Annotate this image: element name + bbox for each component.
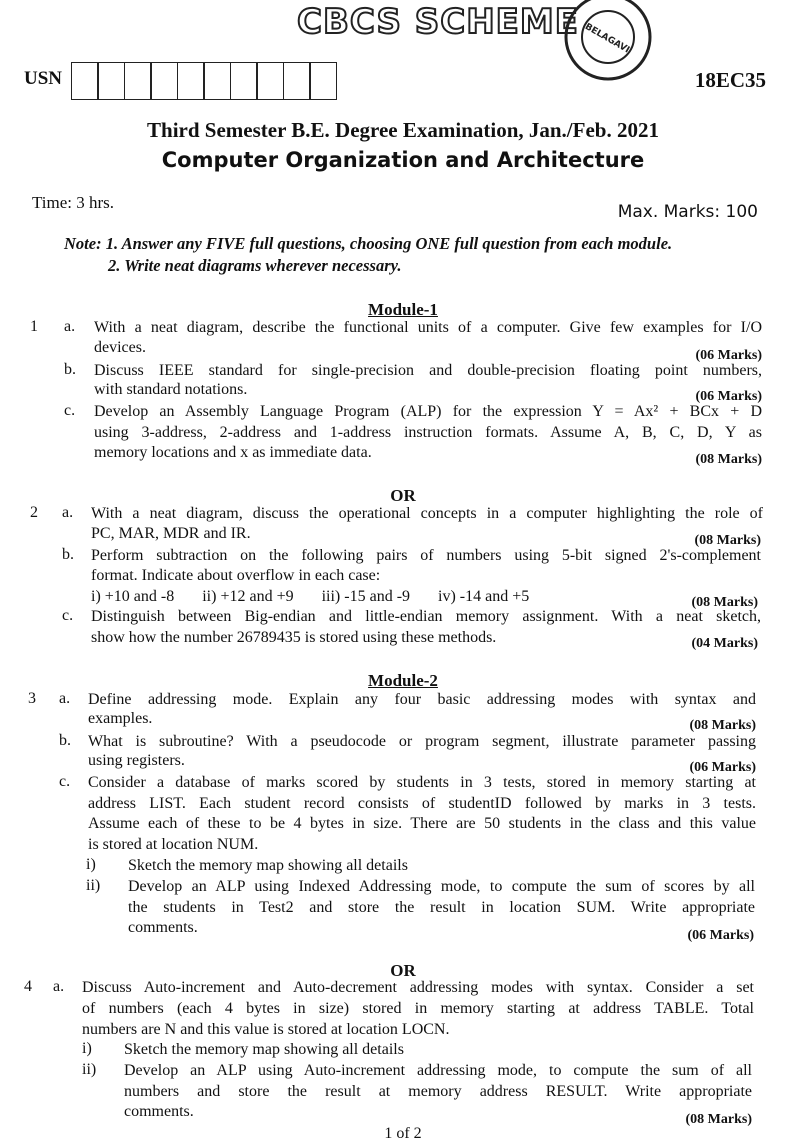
q2a-line-2: PC, MAR, MDR and IR. [91,525,251,542]
scheme-banner: CBCS SCHEME [297,2,579,42]
q4a-line-1: Discuss Auto-increment and Auto-decrement addressing modes with syntax. Consider a set [82,979,754,996]
q3b-line-1: What is subroutine? With a pseudocode or program segment, illustrate parameter passing [88,733,756,750]
q4a-line-2: of numbers (each 4 bytes in size) stored in memory starting at address TABLE. Total [82,1000,754,1017]
page-number: 1 of 2 [384,1125,422,1142]
q4a-marks: (08 Marks) [685,1112,752,1127]
question-number: 2 [30,504,38,521]
usn-box [71,62,99,100]
q2c-line-2: show how the number 26789435 is stored using these methods. [91,629,497,646]
q2a-line-1: With a neat diagram, discuss the operational concepts in a computer highlighting the role of [91,505,763,522]
q1b-marks: (06 Marks) [695,389,762,404]
q3c-ii-line-3: comments. [128,919,198,936]
q3c-ii-line-1: Develop an ALP using Indexed Addressing mode, to compute the sum of scores by all [128,878,755,895]
or-separator: OR [390,961,416,980]
q3a-line-1: Define addressing mode. Explain any four basic addressing modes with syntax and [88,691,756,708]
usn-box [124,62,152,100]
sub-label: i) [82,1040,92,1057]
note-line-1: Note: 1. Answer any FIVE full questions, choosing ONE full question from each module. [64,234,673,253]
q1c-line-2: using 3-address, 2-address and 1-address instruction formats. Assume A, B, C, D, Y as [94,424,762,441]
sub-label: c. [62,607,74,624]
q2c-line-1: Distinguish between Big-endian and little-endian memory assignment. With a neat sketch, [91,608,761,625]
q2b-marks: (08 Marks) [691,595,758,610]
question-number: 4 [24,978,32,995]
note-line-2: 2. Write neat diagrams wherever necessary. [108,256,402,275]
q4a-line-3: numbers are N and this value is stored at location LOCN. [82,1021,450,1038]
q2b-line-3: i) +10 and -8 ii) +12 and +9 iii) -15 and -9 iv) -14 and +5 [91,588,530,605]
question-number: 1 [30,318,38,335]
q1c-marks: (08 Marks) [695,452,762,467]
q2b-line-1: Perform subtraction on the following pairs of numbers using 5-bit signed 2's-complement [91,547,761,564]
usn-box [256,62,284,100]
q4a-ii-line-1: Develop an ALP using Auto-increment addressing mode, to compute the sum of all [124,1062,752,1079]
q3c-i: Sketch the memory map showing all details [128,857,408,874]
module-1-heading: Module-1 [368,300,438,319]
q4a-i: Sketch the memory map showing all details [124,1041,404,1058]
q1c-line-1: Develop an Assembly Language Program (ALP) for the expression Y = Ax² + BCx + D [94,403,762,420]
usn-box [97,62,125,100]
q3c-line-3: Assume each of these to be 4 bytes in size. There are 50 students in the class and this value [88,815,756,832]
sub-label: ii) [86,877,101,894]
q3c-line-1: Consider a database of marks scored by students in 3 tests, stored in memory starting at [88,774,756,791]
usn-box [230,62,258,100]
usn-label: USN [24,68,63,89]
q1b-line-2: with standard notations. [94,381,248,398]
sub-label: b. [62,546,74,563]
usn-box [283,62,311,100]
q2c-marks: (04 Marks) [691,636,758,651]
q3b-line-2: using registers. [88,752,185,769]
sub-label: ii) [82,1061,97,1078]
sub-label: a. [64,318,76,335]
sub-label: b. [64,361,76,378]
q1a-line-1: With a neat diagram, describe the functional units of a computer. Give few examples for I/O [94,319,762,336]
or-separator: OR [390,486,416,505]
time-duration: Time: 3 hrs. [32,193,115,212]
sub-label: b. [59,732,71,749]
q4a-ii-line-2: numbers and store the result at memory address RESULT. Write appropriate [124,1083,752,1100]
q3c-marks: (06 Marks) [687,928,754,943]
subject-code: 18EC35 [694,68,766,92]
q1a-marks: (06 Marks) [695,348,762,363]
q1a-line-2: devices. [94,339,146,356]
sub-label: c. [64,402,76,419]
college-seal-icon [563,0,653,82]
sub-label: a. [59,690,71,707]
usn-box [177,62,205,100]
sub-label: a. [53,978,65,995]
q2b-line-2: format. Indicate about overflow in each case: [91,567,381,584]
usn-box [150,62,178,100]
question-number: 3 [28,690,36,707]
module-2-heading: Module-2 [368,671,438,690]
exam-title: Third Semester B.E. Degree Examination, Jan./Feb. 2021 [147,118,659,142]
q1b-line-1: Discuss IEEE standard for single-precision and double-precision floating point numbers, [94,362,762,379]
max-marks: Max. Marks: 100 [617,202,758,222]
usn-box [203,62,231,100]
q3b-marks: (06 Marks) [689,760,756,775]
usn-boxes [72,62,337,100]
subject-title: Computer Organization and Architecture [161,148,645,172]
q3c-line-2: address LIST. Each student record consists of studentID followed by marks in 3 tests. [88,795,756,812]
q3a-line-2: examples. [88,710,153,727]
usn-box [309,62,337,100]
seal-text: BELAGAVI [582,21,632,56]
q2a-marks: (08 Marks) [694,533,761,548]
q3c-ii-line-2: the students in Test2 and store the result in location SUM. Write appropriate [128,899,755,916]
sub-label: i) [86,856,96,873]
instructions-note [64,233,672,277]
q1c-line-3: memory locations and x as immediate data. [94,444,372,461]
q4a-ii-line-3: comments. [124,1103,194,1120]
sub-label: a. [62,504,74,521]
q3a-marks: (08 Marks) [689,718,756,733]
sub-label: c. [59,773,71,790]
q3c-line-4: is stored at location NUM. [88,836,259,853]
